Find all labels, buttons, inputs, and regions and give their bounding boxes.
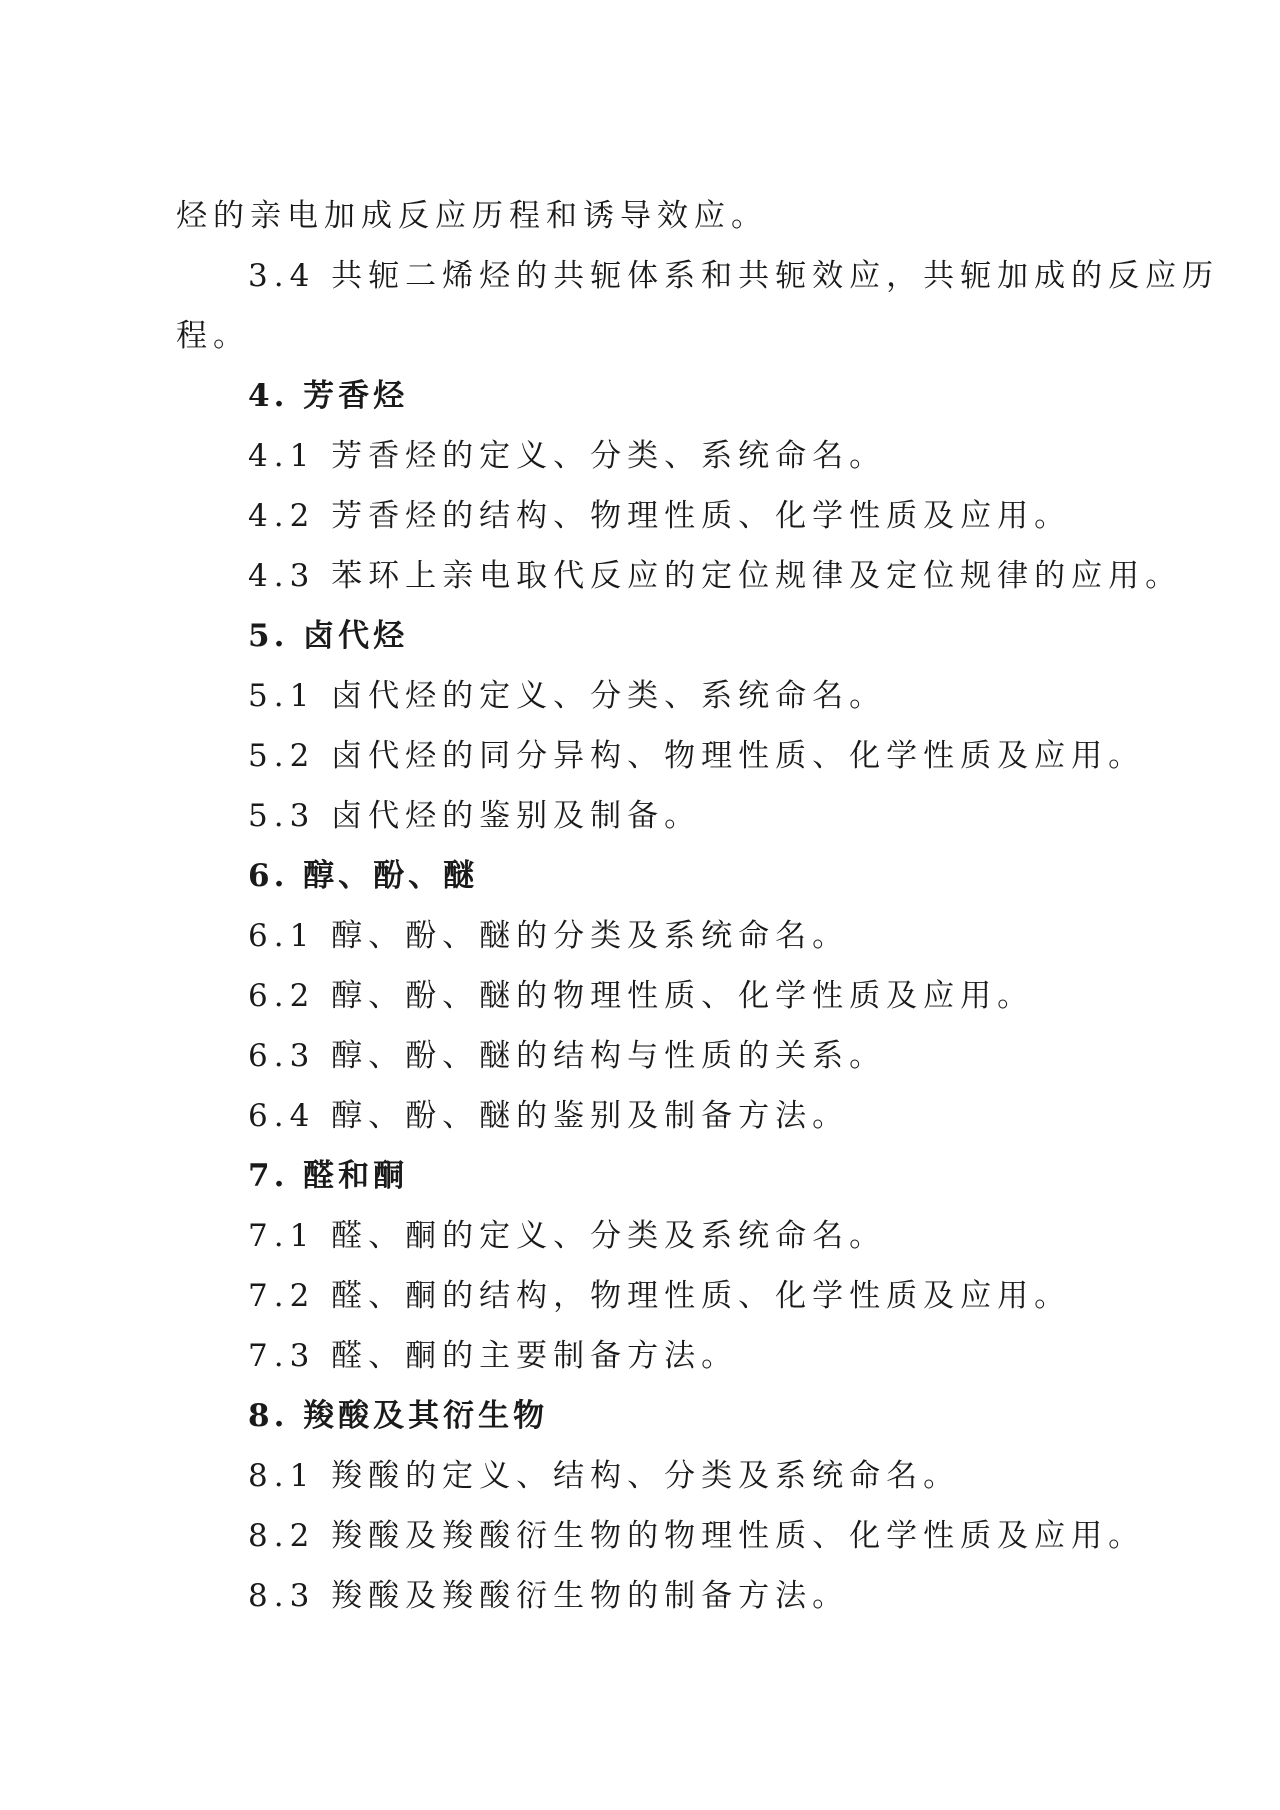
item-5-1: 5.1 卤代烃的定义、分类、系统命名。	[248, 678, 887, 714]
section-heading-6: 6. 醇、酚、醚	[248, 858, 479, 894]
item-4-1: 4.1 芳香烃的定义、分类、系统命名。	[248, 438, 887, 474]
section-heading-8: 8. 羧酸及其衍生物	[248, 1398, 549, 1434]
section-heading-7: 7. 醛和酮	[248, 1158, 409, 1194]
item-6-2: 6.2 醇、酚、醚的物理性质、化学性质及应用。	[248, 978, 1035, 1014]
section-heading-5: 5. 卤代烃	[248, 618, 409, 654]
item-3-4: 3.4 共轭二烯烃的共轭体系和共轭效应，共轭加成的反应历	[248, 258, 1220, 294]
section-heading-4: 4. 芳香烃	[248, 378, 409, 414]
item-4-2: 4.2 芳香烃的结构、物理性质、化学性质及应用。	[248, 498, 1072, 534]
item-5-2: 5.2 卤代烃的同分异构、物理性质、化学性质及应用。	[248, 738, 1146, 774]
item-5-3: 5.3 卤代烃的鉴别及制备。	[248, 798, 702, 834]
item-7-1: 7.1 醛、酮的定义、分类及系统命名。	[248, 1218, 887, 1254]
item-6-4: 6.4 醇、酚、醚的鉴别及制备方法。	[248, 1098, 850, 1134]
item-6-3: 6.3 醇、酚、醚的结构与性质的关系。	[248, 1038, 887, 1074]
item-7-2: 7.2 醛、酮的结构，物理性质、化学性质及应用。	[248, 1278, 1072, 1314]
item-4-3: 4.3 苯环上亲电取代反应的定位规律及定位规律的应用。	[248, 558, 1183, 594]
item-3-4-continuation: 程。	[176, 318, 250, 354]
item-6-1: 6.1 醇、酚、醚的分类及系统命名。	[248, 918, 850, 954]
item-8-3: 8.3 羧酸及羧酸衍生物的制备方法。	[248, 1578, 850, 1614]
item-7-3: 7.3 醛、酮的主要制备方法。	[248, 1338, 739, 1374]
item-8-1: 8.1 羧酸的定义、结构、分类及系统命名。	[248, 1458, 961, 1494]
continuation-line: 烃的亲电加成反应历程和诱导效应。	[176, 198, 768, 234]
item-8-2: 8.2 羧酸及羧酸衍生物的物理性质、化学性质及应用。	[248, 1518, 1146, 1554]
